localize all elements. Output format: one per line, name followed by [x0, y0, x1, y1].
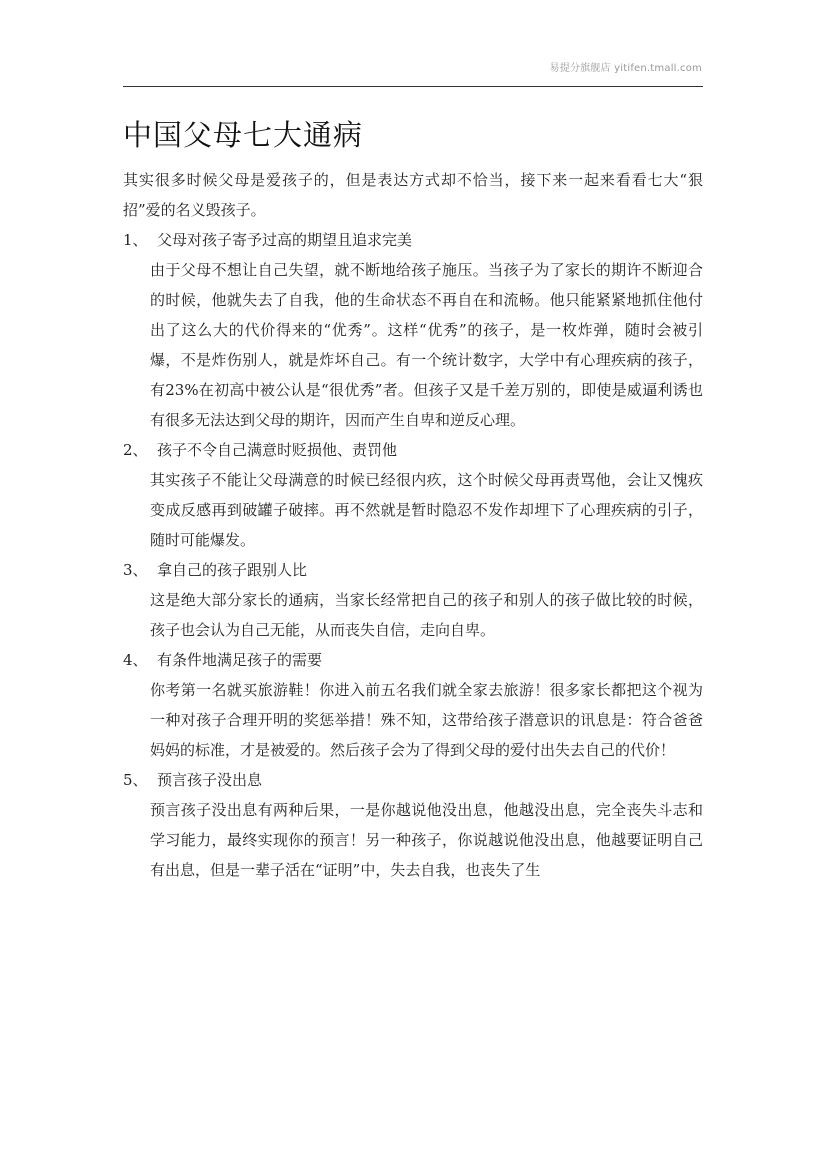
list-item: [123, 765, 703, 885]
item-body: 其实孩子不能让父母满意的时候已经很内疚，这个时候父母再责骂他，会让又愧疚变成反感再到破罐子破摔。再不然就是暂时隐忍不发作却埋下了心理疾病的引子，随时可能爆发。: [150, 471, 703, 549]
list-item: [123, 555, 703, 645]
item-heading: [123, 645, 703, 675]
item-heading: [123, 765, 703, 795]
list-item: [123, 435, 703, 555]
header-site-text: 易提分旗舰店 yitifen.tmall.com: [549, 63, 702, 74]
list-item: [123, 225, 703, 435]
list-item: [123, 645, 703, 765]
intro-paragraph: 其实很多时候父母是爱孩子的，但是表达方式却不恰当，接下来一起来看看七大“狠招”爱的名义毁孩子。: [123, 171, 703, 219]
item-heading: [123, 225, 703, 255]
item-number: 4、: [123, 651, 148, 669]
item-title: 父母对孩子寄予过高的期望且追求完美: [157, 231, 413, 249]
item-number: 5、: [123, 771, 148, 789]
item-title: 有条件地满足孩子的需要: [157, 651, 323, 669]
item-heading: [123, 555, 703, 585]
item-body: 预言孩子没出息有两种后果，一是你越说他没出息，他越没出息，完全丧失斗志和学习能力，最终实现你的预言！另一种孩子，你说越说他没出息，他越要证明自己有出息，但是一辈子活在“证明”中，失去自我，也丧失了生: [150, 801, 703, 879]
document-body: [123, 113, 703, 885]
item-number: 1、: [123, 231, 148, 249]
item-title: 孩子不令自己满意时贬损他、责罚他: [157, 441, 398, 459]
item-title: 预言孩子没出息: [157, 771, 263, 789]
item-number: 3、: [123, 561, 148, 579]
item-body: 你考第一名就买旅游鞋！你进入前五名我们就全家去旅游！很多家长都把这个视为一种对孩子合理开明的奖惩举措！殊不知，这带给孩子潜意识的讯息是：符合爸爸妈妈的标准，才是被爱的。然后孩子会为了得到父母的爱付出失去自己的代价！: [150, 681, 703, 759]
item-number: 2、: [123, 441, 148, 459]
item-body: 这是绝大部分家长的通病，当家长经常把自己的孩子和别人的孩子做比较的时候，孩子也会认为自己无能，从而丧失自信，走向自卑。: [150, 591, 703, 639]
document-title: 中国父母七大通病: [123, 118, 364, 152]
item-body: 由于父母不想让自己失望，就不断地给孩子施压。当孩子为了家长的期许不断迎合的时候，他就失去了自我，他的生命状态不再自在和流畅。他只能紧紧地抓住他付出了这么大的代价得来的“优秀”。这样“优秀”的孩子，是一枚炸弹，随时会被引爆，不是炸伤别人，就是炸坏自己。有一个统计数字，大学中有心理疾病的孩子，有23%在初高中被公认是“很优秀”者。但孩子又是千差万别的，即使是威逼利诱也有很多无法达到父母的期许，因而产生自卑和逆反心理。: [150, 261, 703, 429]
item-title: 拿自己的孩子跟别人比: [157, 561, 308, 579]
item-heading: [123, 435, 703, 465]
header-divider: [123, 86, 703, 87]
